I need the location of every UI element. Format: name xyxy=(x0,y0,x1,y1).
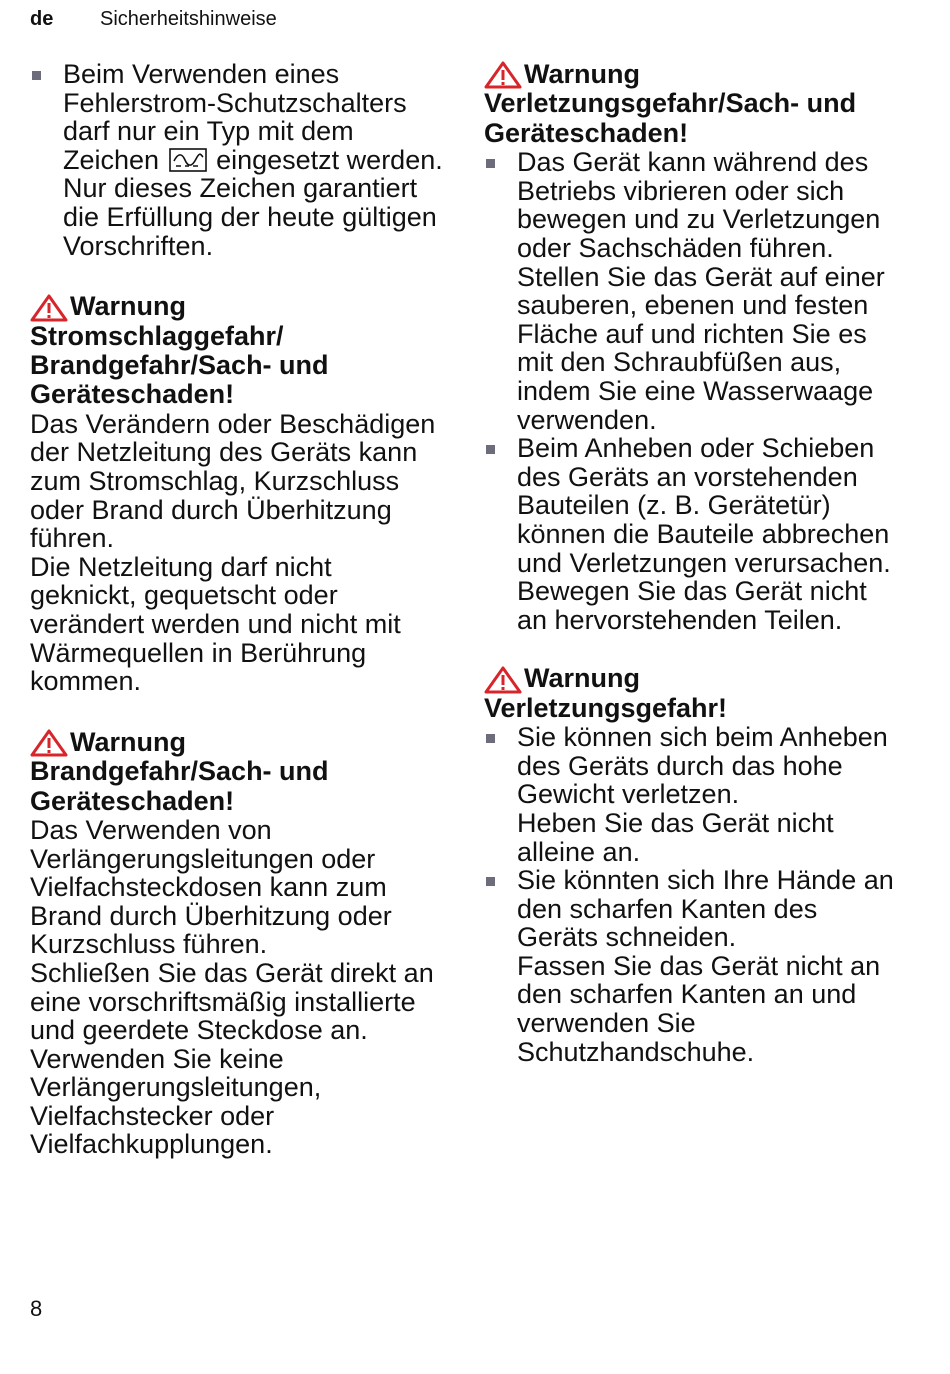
warning-text: Fassen Sie das Gerät nicht an den scharfen Kanten an und verwenden Sie Schutzhandschuhe. xyxy=(517,950,881,1067)
square-bullet-icon xyxy=(486,877,495,886)
warning-text: Bewegen Sie das Gerät nicht an hervorstehenden Teilen. xyxy=(517,576,867,635)
warning-block-injury-damage xyxy=(484,60,904,634)
warning-block-fire xyxy=(30,728,445,1159)
warning-text: Stellen Sie das Gerät auf einer sauberen, ebenen und festen Fläche auf und richten Sie es mit den Schraubfüßen aus, indem Sie eine Wasserwaage verwenden. xyxy=(517,261,885,435)
warning-block-injury xyxy=(484,664,904,1066)
warning-label: Warnung xyxy=(524,59,640,89)
warning-text: Sie könnten sich Ihre Hände an den scharfen Kanten des Geräts schneiden. xyxy=(517,865,894,953)
section-title: Sicherheitshinweise xyxy=(100,8,277,30)
warning-heading: Verletzungsgefahr/Sach- und Geräteschaden! xyxy=(484,88,857,148)
warning-text: Das Verändern oder Beschädigen der Netzleitung des Geräts kann zum Stromschlag, Kurzschluss oder Brand durch Überhitzung führen. xyxy=(30,408,436,554)
warning-triangle-icon xyxy=(30,729,68,757)
warning-triangle-icon xyxy=(484,666,522,694)
left-column xyxy=(30,60,445,1159)
warning-text: Das Gerät kann während des Betriebs vibrieren oder sich bewegen und zu Verletzungen oder Sachschäden führen. xyxy=(517,147,881,263)
list-item xyxy=(484,723,904,866)
warning-triangle-icon xyxy=(484,61,522,89)
warning-heading: Brandgefahr/Sach- und Geräteschaden! xyxy=(30,756,329,816)
list-item xyxy=(484,866,904,1066)
list-item xyxy=(484,148,904,434)
warning-text: Heben Sie das Gerät nicht alleine an. xyxy=(517,807,834,867)
page-header xyxy=(30,8,920,34)
rcd-note xyxy=(63,60,445,260)
warning-text: Sie können sich beim Anheben des Geräts durch das hohe Gewicht verletzen. xyxy=(517,722,888,810)
warning-block-electric xyxy=(30,292,445,696)
square-bullet-icon xyxy=(32,71,41,80)
square-bullet-icon xyxy=(486,159,495,168)
square-bullet-icon xyxy=(486,734,495,743)
warning-label: Warnung xyxy=(70,291,186,322)
list-item xyxy=(30,60,445,260)
warning-label: Warnung xyxy=(70,726,186,757)
warning-text: Beim Anheben oder Schieben des Geräts an vorstehenden Bauteilen (z. B. Gerätetür) können die Bauteile abbrechen und Verletzungen verursachen. xyxy=(517,433,891,578)
warning-text: Schließen Sie das Gerät direkt an eine vorschriftsmäßig installierte und geerdete Steckdose an. Verwenden Sie keine Verlängerungsleitungen, Vielfachstecker oder Vielfachkupplungen. xyxy=(30,957,434,1160)
language-code: de xyxy=(30,8,54,30)
warning-text: Die Netzleitung darf nicht geknickt, gequetscht oder verändert werden und nicht mit Wärmequellen in Berührung kommen. xyxy=(30,551,401,697)
square-bullet-icon xyxy=(486,445,495,454)
rcd-type-symbol-icon xyxy=(169,148,207,172)
rcd-note-text-end: eingesetzt werden. Nur dieses Zeichen garantiert die Erfüllung der heute gültigen Vorschriften. xyxy=(63,144,443,261)
warning-triangle-icon xyxy=(30,294,68,322)
page-number: 8 xyxy=(30,1296,43,1321)
warning-heading: Verletzungsgefahr! xyxy=(484,692,728,723)
right-column xyxy=(484,60,904,1066)
rcd-note-text-start: Beim Verwenden eines Fehlerstrom-Schutzschalters darf nur ein Typ mit dem Zeichen xyxy=(63,59,407,175)
warning-label: Warnung xyxy=(524,663,640,694)
list-item xyxy=(484,434,904,634)
warning-text: Das Verwenden von Verlängerungsleitungen oder Vielfachsteckdosen kann zum Brand durch Überhitzung oder Kurzschluss führen. xyxy=(30,814,392,960)
warning-heading: Stromschlaggefahr/ Brandgefahr/Sach- und Geräteschaden! xyxy=(30,320,329,410)
